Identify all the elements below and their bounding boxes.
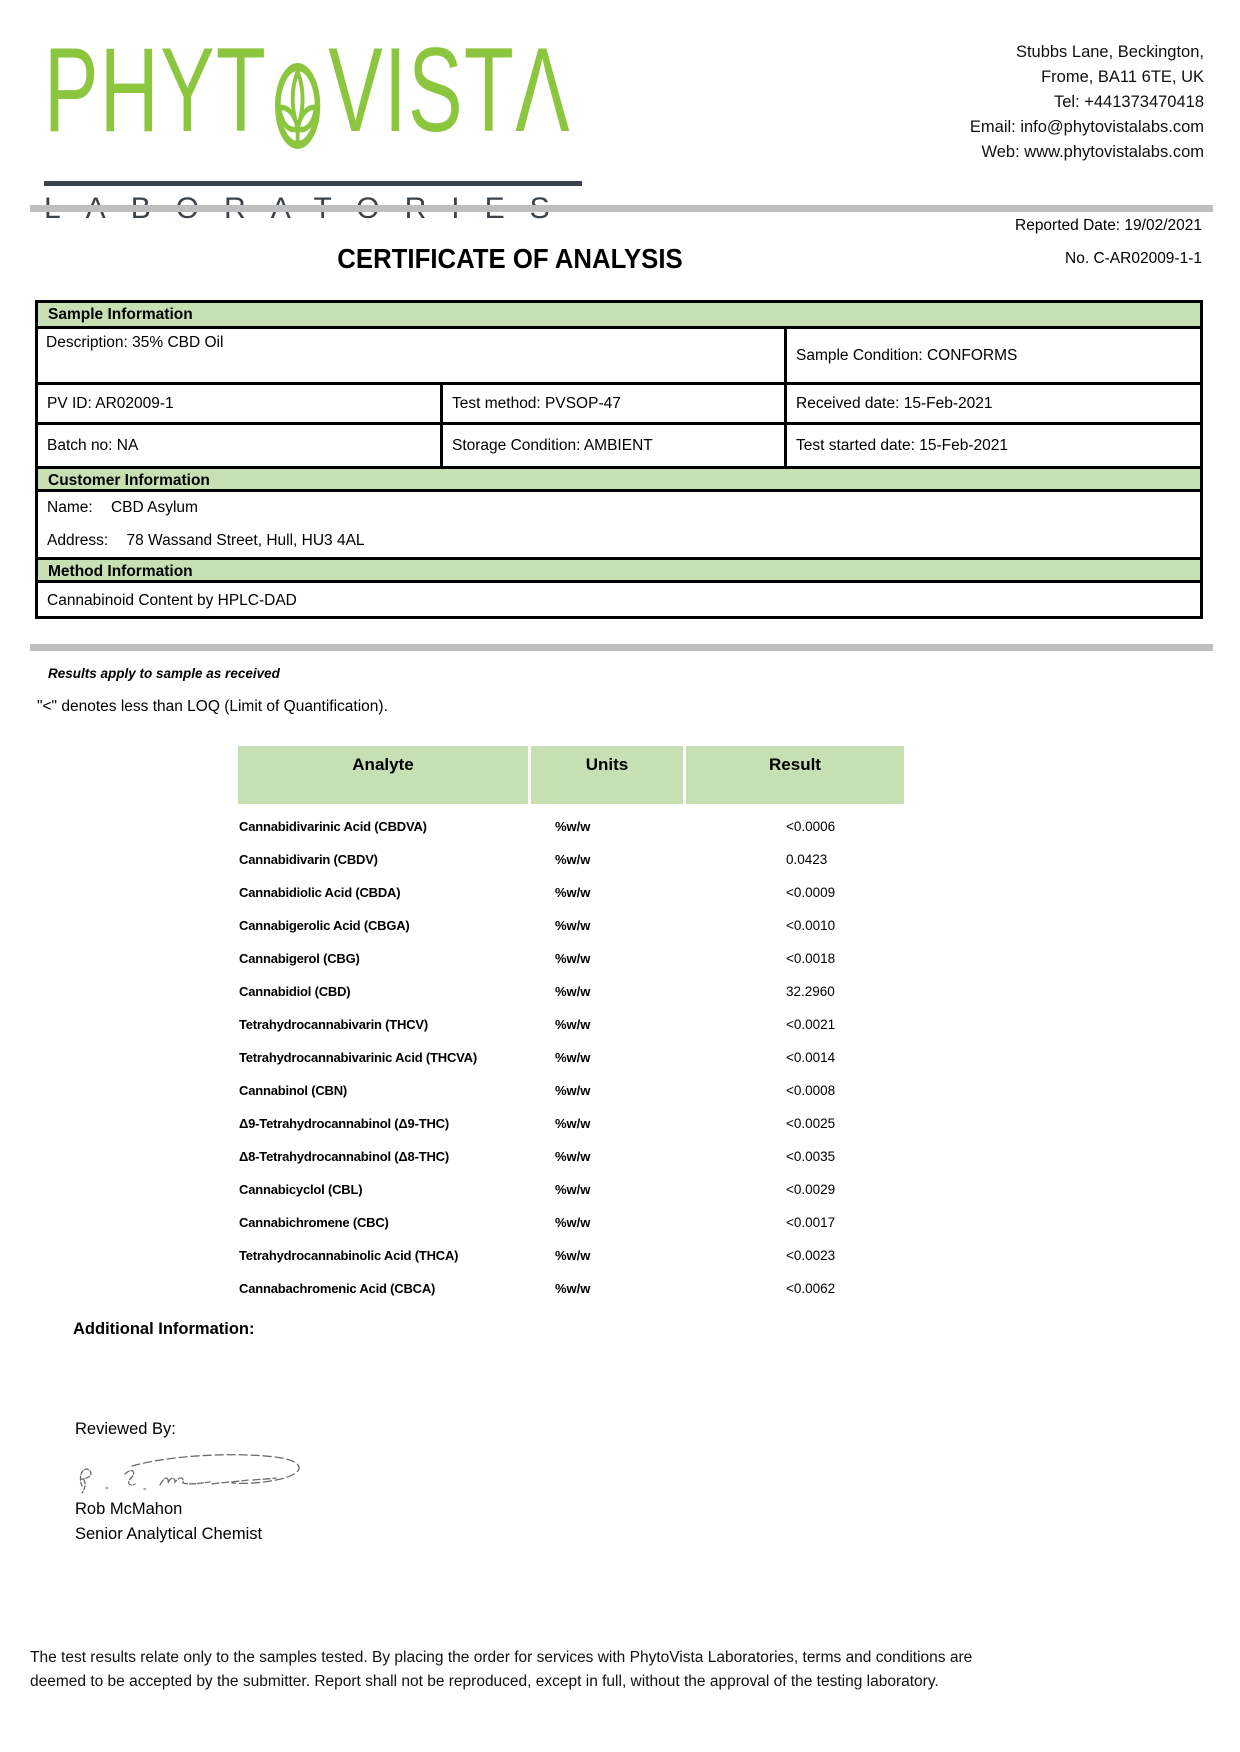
- analyte-result: <0.0014: [786, 1050, 836, 1065]
- results-table-body: [238, 810, 902, 1305]
- customer-name-line: [47, 499, 198, 517]
- analyte-units: %w/w: [555, 951, 591, 966]
- customer-name-value: CBD Asylum: [110, 499, 198, 516]
- header-divider-bar: [30, 205, 1213, 212]
- customer-name-label: Name:: [47, 499, 93, 516]
- analyte-name: Tetrahydrocannabivarin (THCV): [239, 1017, 428, 1032]
- analyte-result: <0.0010: [786, 918, 836, 933]
- analyte-result: <0.0021: [786, 1017, 836, 1032]
- analyte-name: Cannabigerolic Acid (CBGA): [239, 918, 410, 933]
- test-started-date: Test started date: 15-Feb-2021: [784, 425, 1200, 466]
- footer-line-2: deemed to be accepted by the submitter. Report shall not be reproduced, except in full, without the approval of the testing laboratory.: [30, 1672, 939, 1690]
- table-row: [238, 810, 902, 843]
- certificate-title: CERTIFICATE OF ANALYSIS: [337, 243, 683, 274]
- certificate-number: No. C-AR02009-1-1: [1065, 250, 1202, 267]
- reported-date: Reported Date: 19/02/2021: [1015, 217, 1202, 234]
- analyte-units: %w/w: [555, 1182, 591, 1197]
- customer-address-line: [47, 532, 365, 550]
- reviewer-name: Rob McMahon: [75, 1500, 183, 1518]
- logo-text-left: PHYT: [44, 23, 268, 157]
- analyte-name: Cannabichromene (CBC): [239, 1215, 389, 1230]
- analyte-name: Cannabachromenic Acid (CBCA): [239, 1281, 436, 1296]
- sample-information-header: Sample Information: [38, 303, 1200, 326]
- batch-no: Batch no: NA: [47, 436, 139, 454]
- customer-address-value: 78 Wassand Street, Hull, HU3 4AL: [126, 532, 365, 549]
- table-row: [238, 1107, 902, 1140]
- analyte-result: <0.0009: [786, 885, 836, 900]
- logo-text-right: VIST: [328, 23, 516, 157]
- analyte-result: <0.0025: [786, 1116, 836, 1131]
- analyte-units: %w/w: [555, 1248, 591, 1263]
- footer-line-1: The test results relate only to the samples tested. By placing the order for services with PhytoVista Laboratories, terms and conditions are: [30, 1649, 973, 1666]
- analyte-name: Cannabidiolic Acid (CBDA): [239, 885, 401, 900]
- table-row: [238, 1041, 902, 1074]
- logo-text-last: Λ: [515, 23, 571, 157]
- analyte-result: <0.0008: [786, 1083, 836, 1098]
- analyte-units: %w/w: [555, 1050, 591, 1065]
- sample-id-row: [38, 382, 1200, 422]
- table-row: [238, 843, 902, 876]
- storage-condition: Storage Condition: AMBIENT: [440, 425, 784, 466]
- table-row: [238, 909, 902, 942]
- analyte-units: %w/w: [555, 984, 591, 999]
- sample-batch-row: [38, 422, 1200, 466]
- table-row: [238, 975, 902, 1008]
- analyte-name: Cannabidivarin (CBDV): [239, 852, 378, 867]
- analyte-name: Δ9-Tetrahydrocannabinol (Δ9-THC): [239, 1116, 449, 1131]
- analyte-name: Tetrahydrocannabivarinic Acid (THCVA): [239, 1050, 477, 1065]
- loq-note: "<" denotes less than LOQ (Limit of Quantification).: [37, 698, 388, 715]
- customer-information-header: Customer Information: [38, 466, 1200, 489]
- analyte-result: <0.0035: [786, 1149, 836, 1164]
- table-row: [238, 1008, 902, 1041]
- contact-web: Web: www.phytovistalabs.com: [981, 143, 1204, 161]
- pv-id: PV ID: AR02009-1: [47, 394, 174, 412]
- analyte-name: Cannabidiol (CBD): [239, 984, 351, 999]
- analyte-units: %w/w: [555, 1215, 591, 1230]
- contact-phone: Tel: +441373470418: [1053, 93, 1204, 111]
- sample-description: Description: 35% CBD Oil: [46, 334, 224, 351]
- logo-wordmark: [44, 23, 571, 172]
- analyte-result: <0.0023: [786, 1248, 836, 1263]
- analyte-name: Cannabigerol (CBG): [239, 951, 360, 966]
- additional-information-label: Additional Information:: [73, 1320, 255, 1338]
- test-method: Test method: PVSOP-47: [440, 385, 784, 422]
- table-row: [238, 1239, 902, 1272]
- analyte-units: %w/w: [555, 1083, 591, 1098]
- section-divider-bar: [30, 644, 1213, 651]
- method-description: Cannabinoid Content by HPLC-DAD: [38, 580, 1200, 616]
- method-information-header: Method Information: [38, 557, 1200, 580]
- results-apply-note: Results apply to sample as received: [48, 666, 280, 681]
- customer-box: [38, 489, 1200, 557]
- sample-condition: Sample Condition: CONFORMS: [784, 329, 1200, 382]
- leaf-icon: [273, 52, 323, 172]
- analyte-units: %w/w: [555, 885, 591, 900]
- results-table: [238, 746, 902, 1305]
- contact-address-line2: Frome, BA11 6TE, UK: [1041, 68, 1204, 86]
- reviewed-by-label: Reviewed By:: [75, 1420, 176, 1438]
- analyte-result: <0.0018: [786, 951, 836, 966]
- column-header-units: Units: [531, 746, 683, 804]
- sample-description-row: [38, 326, 1200, 382]
- analyte-units: %w/w: [555, 1017, 591, 1032]
- table-row: [238, 942, 902, 975]
- reviewer-signature: [70, 1446, 320, 1505]
- info-table: [35, 300, 1203, 619]
- table-row: [238, 1074, 902, 1107]
- lab-contact-block: [970, 40, 1204, 165]
- customer-address-label: Address:: [47, 532, 109, 549]
- analyte-name: Cannabinol (CBN): [239, 1083, 348, 1098]
- column-header-analyte: Analyte: [238, 746, 528, 804]
- table-row: [238, 1206, 902, 1239]
- received-date: Received date: 15-Feb-2021: [784, 385, 1200, 422]
- analyte-name: Tetrahydrocannabinolic Acid (THCA): [239, 1248, 459, 1263]
- table-row: [238, 1140, 902, 1173]
- table-row: [238, 1173, 902, 1206]
- analyte-result: <0.0017: [786, 1215, 836, 1230]
- results-table-header: [238, 746, 902, 804]
- logo-divider-rule: [44, 181, 582, 186]
- analyte-name: Cannabicyclol (CBL): [239, 1182, 363, 1197]
- analyte-result: 0.0423: [786, 852, 828, 867]
- table-row: [238, 876, 902, 909]
- analyte-units: %w/w: [555, 819, 591, 834]
- table-row: [238, 1272, 902, 1305]
- reviewer-title: Senior Analytical Chemist: [75, 1525, 263, 1543]
- analyte-units: %w/w: [555, 918, 591, 933]
- phytovista-logo: [44, 23, 589, 226]
- analyte-result: <0.0062: [786, 1281, 836, 1296]
- column-header-result: Result: [686, 746, 904, 804]
- analyte-units: %w/w: [555, 852, 591, 867]
- analyte-units: %w/w: [555, 1116, 591, 1131]
- analyte-units: %w/w: [555, 1149, 591, 1164]
- analyte-name: Cannabidivarinic Acid (CBDVA): [239, 819, 427, 834]
- analyte-units: %w/w: [555, 1281, 591, 1296]
- analyte-name: Δ8-Tetrahydrocannabinol (Δ8-THC): [239, 1149, 449, 1164]
- analyte-result: 32.2960: [786, 984, 835, 999]
- analyte-result: <0.0006: [786, 819, 836, 834]
- contact-address-line1: Stubbs Lane, Beckington,: [1015, 43, 1204, 61]
- footer-disclaimer: [30, 1646, 972, 1693]
- analyte-result: <0.0029: [786, 1182, 836, 1197]
- contact-email: Email: info@phytovistalabs.com: [969, 118, 1204, 136]
